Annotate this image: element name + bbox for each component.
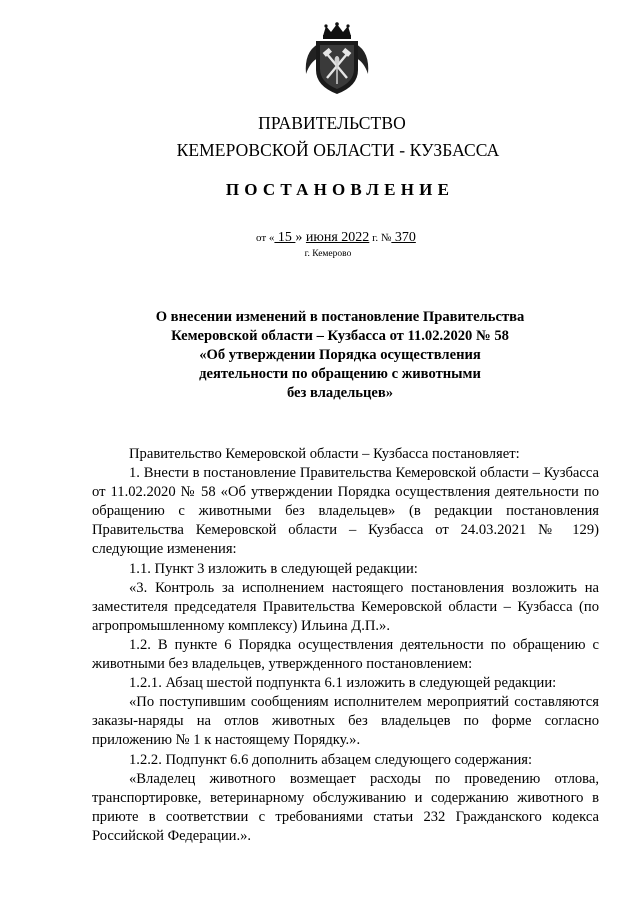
body-paragraph: 1.2.2. Подпункт 6.6 дополнить абзацем следующего содержания: bbox=[129, 751, 533, 768]
subject-line: деятельности по обращению с животными bbox=[199, 366, 481, 382]
org-name-line1: ПРАВИТЕЛЬСТВО bbox=[258, 113, 406, 133]
date-line bbox=[256, 230, 416, 246]
date-day: 15 bbox=[274, 230, 296, 245]
body-paragraph: 1.2. В пункте 6 Порядка осуществления деятельности по обращению с животными без владельцев, утвержденного постановлением: bbox=[92, 636, 599, 673]
date-suffix: г. № bbox=[369, 232, 392, 244]
body-paragraph: «Владелец животного возмещает расходы по проведению отлова, транспортировке, ветеринарному обслуживанию и содержанию животного в приюте в соответствии с требованиями статьи 232 Гражданского кодекса Российской Федерации.». bbox=[92, 770, 599, 844]
document-body bbox=[92, 445, 599, 846]
body-paragraph: «По поступившим сообщениям исполнителем мероприятий составляются заказы-наряды на отлов животных без владельцев по форме согласно приложению № 1 к настоящему Порядку.». bbox=[92, 694, 599, 749]
subject-line: Кемеровской области – Кузбасса от 11.02.2020 № 58 bbox=[171, 328, 509, 344]
body-paragraph: Правительство Кемеровской области – Кузбасса постановляет: bbox=[129, 446, 520, 462]
kuzbass-coat-of-arms-icon bbox=[296, 22, 378, 96]
document-type-title: ПОСТАНОВЛЕНИЕ bbox=[225, 180, 455, 199]
subject-line: без владельцев» bbox=[286, 385, 394, 401]
org-name-line2: КЕМЕРОВСКОЙ ОБЛАСТИ - КУЗБАССА bbox=[176, 140, 500, 160]
date-mid: » bbox=[295, 230, 306, 245]
date-prefix: от « bbox=[256, 232, 275, 244]
subject-line: «Об утверждении Порядка осуществления bbox=[199, 347, 481, 363]
body-paragraph: 1.1. Пункт 3 изложить в следующей редакции: bbox=[129, 560, 418, 577]
body-paragraph: «3. Контроль за исполнением настоящего постановления возложить на заместителя председателя Правительства Кемеровской области – Кузбасса (по агропромышленному комплексу) Ильина Д.П.». bbox=[92, 579, 599, 634]
document-subject bbox=[150, 308, 530, 403]
body-paragraph: 1. Внести в постановление Правительства Кемеровской области – Кузбасса от 11.02.2020 № 58 «Об утверждении Порядка осуществления деятельности по обращению с животными без владельцев» (в редакции постановления Правительства Кемеровской области – Кузбасса от 24.03.2021 № 129) следующие изменения: bbox=[92, 465, 599, 558]
subject-line: О внесении изменений в постановление Правительства bbox=[155, 309, 525, 325]
document-number: 370 bbox=[391, 230, 416, 245]
date-month-year: июня 2022 bbox=[305, 230, 370, 245]
city-name: г. Кемерово bbox=[304, 249, 352, 259]
body-paragraph: 1.2.1. Абзац шестой подпункта 6.1 изложить в следующей редакции: bbox=[129, 675, 557, 692]
